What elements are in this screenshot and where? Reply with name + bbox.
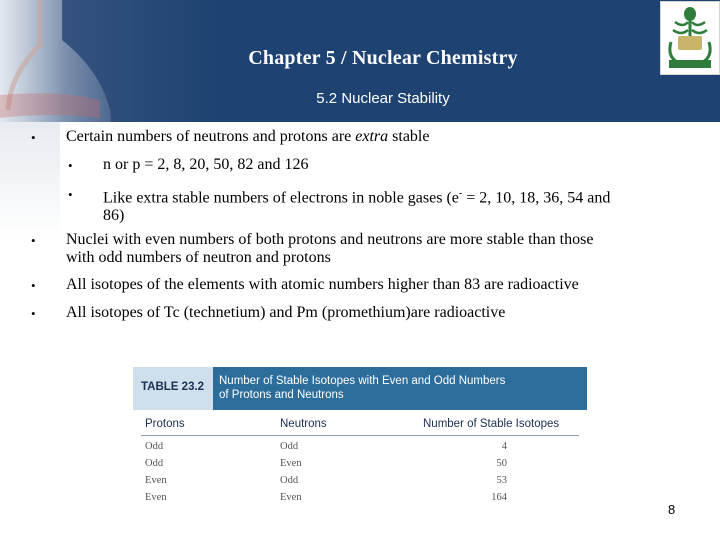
table-cell: Even xyxy=(280,492,302,503)
column-header-neutrons: Neutrons xyxy=(280,418,327,430)
bullet-marker: • xyxy=(31,130,36,145)
university-logo-icon xyxy=(660,1,720,75)
isotope-table xyxy=(133,367,587,514)
slide-header xyxy=(0,0,720,122)
table-cell: 50 xyxy=(496,458,507,469)
bullet-text: All isotopes of the elements with atomic numbers higher than 83 are radioactive xyxy=(66,276,579,293)
emphasis-text: extra xyxy=(355,128,389,145)
table-rule xyxy=(141,435,579,436)
table-cell: Even xyxy=(280,458,302,469)
table-caption: Number of Stable Isotopes with Even and Odd Numbers of Protons and Neutrons xyxy=(219,375,506,401)
table-cell: Odd xyxy=(280,441,299,452)
column-header-stable-isotopes: Number of Stable Isotopes xyxy=(423,418,560,430)
bullet-text: Certain numbers of neutrons and protons are extra stable xyxy=(66,128,430,145)
sub-bullet-text: Like extra stable numbers of electrons in noble gases (e- = 2, 10, 18, 36, 54 and 86) xyxy=(103,188,611,225)
table-cell: 4 xyxy=(501,441,507,452)
table-cell: Odd xyxy=(145,441,164,452)
table-label: TABLE 23.2 xyxy=(141,381,205,393)
bullet-text: Nuclei with even numbers of both protons and neutrons are more stable than those with odd numbers of neutron and protons xyxy=(66,231,594,266)
table-cell: Odd xyxy=(280,475,299,486)
sub-bullet-text: n or p = 2, 8, 20, 50, 82 and 126 xyxy=(103,156,309,173)
page-number: 8 xyxy=(668,502,676,517)
bullet-marker: • xyxy=(68,158,73,173)
table-cell: 53 xyxy=(496,475,507,486)
bullet-marker: • xyxy=(31,278,36,293)
slide-title: Chapter 5 / Nuclear Chemistry xyxy=(248,47,518,69)
slide-subtitle: 5.2 Nuclear Stability xyxy=(316,90,450,107)
table-cell: Even xyxy=(145,492,167,503)
bullet-marker: • xyxy=(31,233,36,248)
side-fade-decoration xyxy=(0,122,60,242)
bullet-marker: • xyxy=(31,306,36,321)
bullet-text: All isotopes of Tc (technetium) and Pm (promethium)are radioactive xyxy=(66,304,506,321)
bullet-marker: • xyxy=(68,187,73,202)
column-header-protons: Protons xyxy=(145,418,185,430)
table-cell: Odd xyxy=(145,458,164,469)
table-cell: 164 xyxy=(491,492,507,503)
table-cell: Even xyxy=(145,475,167,486)
